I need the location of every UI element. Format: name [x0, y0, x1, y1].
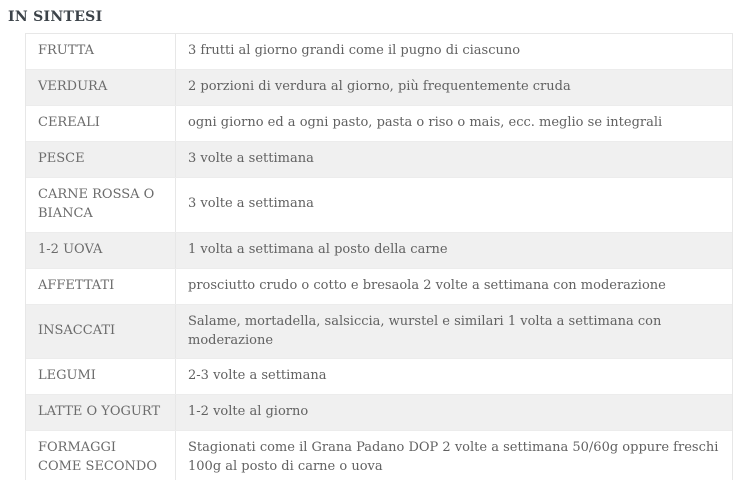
- food-category-cell: FRUTTA: [26, 34, 176, 69]
- recommendation-cell: Salame, mortadella, salsiccia, wurstel e similari 1 volta a settimana con moderazione: [188, 313, 662, 348]
- recommendation-cell: 2 porzioni di verdura al giorno, più frequentemente cruda: [188, 79, 571, 95]
- table-row: [26, 269, 732, 305]
- recommendation-cell: prosciutto crudo o cotto e bresaola 2 volte a settimana con moderazione: [188, 277, 666, 293]
- food-category-cell: FORMAGGI COME SECONDO: [26, 431, 176, 480]
- recommendation-cell: 2-3 volte a settimana: [188, 368, 327, 384]
- table-row: [26, 395, 732, 431]
- recommendation-cell: Stagionati come il Grana Padano DOP 2 volte a settimana 50/60g oppure freschi 100g al posto di carne o uova: [188, 440, 719, 475]
- food-category-cell: INSACCATI: [26, 305, 176, 359]
- food-category-cell: CEREALI: [26, 106, 176, 141]
- recommendation-cell: 3 volte a settimana: [188, 151, 314, 167]
- recommendation-cell: 3 volte a settimana: [188, 196, 314, 212]
- table-row: [26, 34, 732, 70]
- table-row: [26, 305, 732, 360]
- recommendation-cell: 1 volta a settimana al posto della carne: [188, 241, 448, 257]
- table-row: [26, 233, 732, 269]
- recommendation-cell: 3 frutti al giorno grandi come il pugno di ciascuno: [188, 43, 521, 59]
- food-category-cell: CARNE ROSSA O BIANCA: [26, 178, 176, 232]
- table-row: [26, 142, 732, 178]
- recommendation-cell: ogni giorno ed a ogni pasto, pasta o riso o mais, ecc. meglio se integrali: [188, 115, 663, 131]
- food-category-cell: VERDURA: [26, 70, 176, 105]
- recommendation-cell: 1-2 volte al giorno: [188, 404, 309, 420]
- diet-summary-table: [25, 33, 733, 480]
- page-title: IN SINTESI: [8, 9, 103, 25]
- table-row: [26, 178, 732, 233]
- table-row: [26, 106, 732, 142]
- food-category-cell: 1-2 UOVA: [26, 233, 176, 268]
- table-row: [26, 431, 732, 480]
- food-category-cell: AFFETTATI: [26, 269, 176, 304]
- food-category-cell: LATTE O YOGURT: [26, 395, 176, 430]
- food-category-cell: LEGUMI: [26, 359, 176, 394]
- food-category-cell: PESCE: [26, 142, 176, 177]
- table-row: [26, 359, 732, 395]
- table-row: [26, 70, 732, 106]
